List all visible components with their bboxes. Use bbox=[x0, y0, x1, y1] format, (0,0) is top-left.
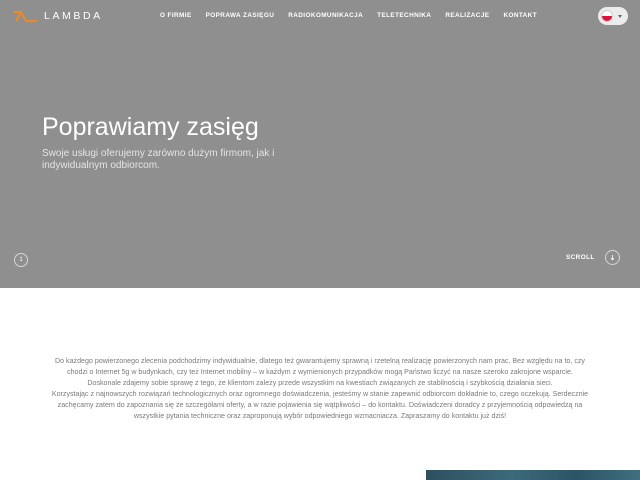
hero-title: Poprawiamy zasięg bbox=[42, 113, 259, 141]
nav-item-poprawa-zasiegu[interactable]: POPRAWA ZASIĘGU bbox=[205, 12, 275, 19]
intro-paragraph-2: Korzystając z najnowszych rozwiązań technologicznych oraz ogromnego doświadczenia, jesteśmy w stanie zapewnić odbiorcom dokładnie to, czego oczekują. Serdecznie zachęcamy zatem do zapoznania się ze szczegółami oferty, a w razie pojawienia się wątpliwości – do kontaktu. Doświadczeni doradcy z przyjemnością odpowiedzą na wszystkie pytania techniczne oraz zaproponują wybór odpowiedniego wzmacniacza. Zapraszamy do kontaktu już dziś! bbox=[51, 389, 589, 420]
nav-item-realizacje[interactable]: REALIZACJE bbox=[445, 12, 490, 19]
language-switcher[interactable] bbox=[598, 7, 628, 25]
logo[interactable] bbox=[12, 7, 103, 25]
scroll-label[interactable]: SCROLL bbox=[566, 254, 595, 261]
hero-subtitle: Swoje usługi oferujemy zarówno dużym firmom, jak i indywidualnym odbiorcom. bbox=[42, 148, 275, 171]
slide-number: 1 bbox=[19, 257, 23, 263]
main-menu bbox=[160, 11, 551, 21]
chevron-down-icon bbox=[618, 15, 622, 18]
poland-flag-icon bbox=[601, 10, 613, 22]
slide-indicator[interactable] bbox=[14, 253, 28, 267]
nav-item-radiokomunikacja[interactable]: RADIOKOMUNIKACJA bbox=[288, 12, 364, 19]
intro-text-section bbox=[50, 356, 590, 421]
intro-paragraph-1: Do każdego powierzonego zlecenia podchodzimy indywidualnie, dlatego też gwarantujemy sprawną i rzetelną realizację powierzonych nam prac. Bez względu na to, czy chodzi o Internet 5g w budynkach, czy też Internet mobilny – w każdym z wymienionych przypadków mogą Państwo liczyć na nasze szeroko zakrojone wsparcie. Doskonale zdajemy sobie sprawę z tego, że klientom zależy przede wszystkim na kwestiach związanych ze stabilnością i szybkością działania sieci. bbox=[55, 357, 585, 387]
section-image bbox=[426, 470, 640, 480]
top-navigation bbox=[0, 0, 640, 32]
lambda-logo-icon bbox=[12, 8, 38, 24]
nav-item-o-firmie[interactable]: O FIRMIE bbox=[160, 12, 192, 19]
nav-item-teletechnika[interactable]: TELETECHNIKA bbox=[377, 12, 432, 19]
nav-item-kontakt[interactable]: KONTAKT bbox=[503, 12, 538, 19]
logo-text: LAMBDA bbox=[44, 10, 103, 22]
scroll-down-button[interactable] bbox=[605, 250, 620, 265]
arrow-down-icon bbox=[609, 254, 616, 261]
